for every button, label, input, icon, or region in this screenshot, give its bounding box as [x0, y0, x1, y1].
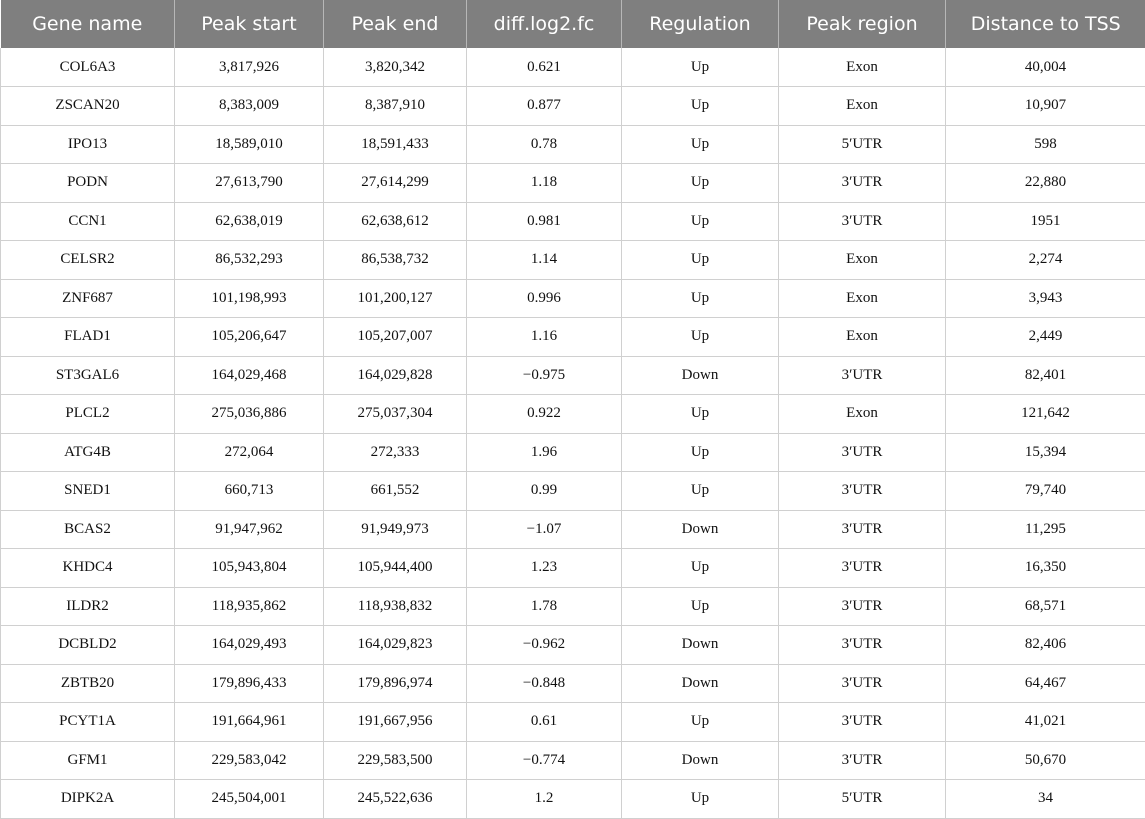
peak-region-cell: 3′UTR: [779, 510, 946, 549]
regulation-cell: Up: [622, 395, 779, 434]
table-row: [1, 241, 1145, 280]
table-row: [1, 664, 1145, 703]
diff-log2-fc-cell: 0.61: [467, 703, 622, 742]
diff-log2-fc-cell: 0.981: [467, 202, 622, 241]
peak-start-cell: 3,817,926: [175, 48, 324, 87]
distance-to-tss-cell: 64,467: [946, 664, 1145, 703]
peak-end-cell: 3,820,342: [324, 48, 467, 87]
regulation-cell: Down: [622, 510, 779, 549]
gene-name-cell: ATG4B: [1, 433, 175, 472]
gene-name-cell: CCN1: [1, 202, 175, 241]
peak-region-cell: 3′UTR: [779, 741, 946, 780]
regulation-cell: Up: [622, 318, 779, 357]
regulation-cell: Down: [622, 356, 779, 395]
distance-to-tss-cell: 1951: [946, 202, 1145, 241]
diff-log2-fc-cell: 1.18: [467, 164, 622, 203]
table-row: [1, 703, 1145, 742]
peak-end-cell: 105,944,400: [324, 549, 467, 588]
peak-end-cell: 101,200,127: [324, 279, 467, 318]
distance-to-tss-cell: 40,004: [946, 48, 1145, 87]
peak-end-cell: 229,583,500: [324, 741, 467, 780]
peak-end-cell: 118,938,832: [324, 587, 467, 626]
peak-end-cell: 179,896,974: [324, 664, 467, 703]
diff-log2-fc-cell: 1.96: [467, 433, 622, 472]
regulation-cell: Down: [622, 741, 779, 780]
peak-start-cell: 8,383,009: [175, 87, 324, 126]
diff-log2-fc-cell: 1.16: [467, 318, 622, 357]
gene-name-cell: BCAS2: [1, 510, 175, 549]
diff-log2-fc-cell: 0.922: [467, 395, 622, 434]
regulation-cell: Up: [622, 549, 779, 588]
peak-start-cell: 91,947,962: [175, 510, 324, 549]
gene-name-cell: KHDC4: [1, 549, 175, 588]
gene-name-cell: ILDR2: [1, 587, 175, 626]
peak-end-cell: 62,638,612: [324, 202, 467, 241]
table-row: [1, 587, 1145, 626]
regulation-cell: Up: [622, 433, 779, 472]
distance-to-tss-cell: 598: [946, 125, 1145, 164]
header-peak-start: Peak start: [175, 0, 324, 48]
diff-log2-fc-cell: 1.78: [467, 587, 622, 626]
regulation-cell: Up: [622, 472, 779, 511]
peak-start-cell: 229,583,042: [175, 741, 324, 780]
gene-name-cell: SNED1: [1, 472, 175, 511]
peak-start-cell: 27,613,790: [175, 164, 324, 203]
table-row: [1, 626, 1145, 665]
peak-start-cell: 164,029,493: [175, 626, 324, 665]
peak-end-cell: 91,949,973: [324, 510, 467, 549]
gene-name-cell: PCYT1A: [1, 703, 175, 742]
gene-name-cell: IPO13: [1, 125, 175, 164]
table-header: [1, 0, 1145, 48]
diff-log2-fc-cell: 0.621: [467, 48, 622, 87]
header-regulation: Regulation: [622, 0, 779, 48]
distance-to-tss-cell: 68,571: [946, 587, 1145, 626]
distance-to-tss-cell: 82,406: [946, 626, 1145, 665]
regulation-cell: Up: [622, 87, 779, 126]
distance-to-tss-cell: 34: [946, 780, 1145, 819]
table-row: [1, 780, 1145, 819]
table-row: [1, 48, 1145, 87]
peak-region-cell: Exon: [779, 87, 946, 126]
peak-region-cell: 3′UTR: [779, 587, 946, 626]
table-row: [1, 395, 1145, 434]
peak-region-cell: 3′UTR: [779, 472, 946, 511]
peak-start-cell: 164,029,468: [175, 356, 324, 395]
peak-region-cell: Exon: [779, 395, 946, 434]
diff-log2-fc-cell: −0.975: [467, 356, 622, 395]
regulation-cell: Up: [622, 164, 779, 203]
regulation-cell: Up: [622, 279, 779, 318]
diff-log2-fc-cell: 0.877: [467, 87, 622, 126]
peak-end-cell: 18,591,433: [324, 125, 467, 164]
table-row: [1, 549, 1145, 588]
regulation-cell: Up: [622, 780, 779, 819]
regulation-cell: Up: [622, 241, 779, 280]
diff-log2-fc-cell: 0.99: [467, 472, 622, 511]
gene-name-cell: ZNF687: [1, 279, 175, 318]
table-row: [1, 164, 1145, 203]
distance-to-tss-cell: 22,880: [946, 164, 1145, 203]
peak-start-cell: 272,064: [175, 433, 324, 472]
regulation-cell: Up: [622, 587, 779, 626]
distance-to-tss-cell: 3,943: [946, 279, 1145, 318]
gene-name-cell: DCBLD2: [1, 626, 175, 665]
peak-start-cell: 660,713: [175, 472, 324, 511]
distance-to-tss-cell: 15,394: [946, 433, 1145, 472]
peak-region-cell: 3′UTR: [779, 433, 946, 472]
peak-end-cell: 8,387,910: [324, 87, 467, 126]
peak-start-cell: 245,504,001: [175, 780, 324, 819]
diff-log2-fc-cell: −0.962: [467, 626, 622, 665]
peak-start-cell: 118,935,862: [175, 587, 324, 626]
peak-end-cell: 272,333: [324, 433, 467, 472]
distance-to-tss-cell: 50,670: [946, 741, 1145, 780]
header-row: [1, 0, 1145, 48]
gene-name-cell: CELSR2: [1, 241, 175, 280]
gene-name-cell: PODN: [1, 164, 175, 203]
peak-region-cell: Exon: [779, 241, 946, 280]
peak-end-cell: 191,667,956: [324, 703, 467, 742]
peak-end-cell: 661,552: [324, 472, 467, 511]
gene-name-cell: DIPK2A: [1, 780, 175, 819]
diff-log2-fc-cell: −0.774: [467, 741, 622, 780]
header-diff-log2-fc: diff.log2.fc: [467, 0, 622, 48]
table-row: [1, 318, 1145, 357]
peak-start-cell: 191,664,961: [175, 703, 324, 742]
peak-start-cell: 105,943,804: [175, 549, 324, 588]
distance-to-tss-cell: 79,740: [946, 472, 1145, 511]
diff-log2-fc-cell: −0.848: [467, 664, 622, 703]
distance-to-tss-cell: 121,642: [946, 395, 1145, 434]
peak-start-cell: 275,036,886: [175, 395, 324, 434]
peak-start-cell: 101,198,993: [175, 279, 324, 318]
gene-name-cell: ZSCAN20: [1, 87, 175, 126]
peak-start-cell: 86,532,293: [175, 241, 324, 280]
distance-to-tss-cell: 82,401: [946, 356, 1145, 395]
peak-region-cell: 3′UTR: [779, 202, 946, 241]
peak-start-cell: 18,589,010: [175, 125, 324, 164]
table-row: [1, 87, 1145, 126]
regulation-cell: Up: [622, 703, 779, 742]
distance-to-tss-cell: 41,021: [946, 703, 1145, 742]
table-row: [1, 510, 1145, 549]
header-peak-end: Peak end: [324, 0, 467, 48]
peak-region-cell: 3′UTR: [779, 626, 946, 665]
regulation-cell: Up: [622, 125, 779, 164]
peak-region-cell: 5′UTR: [779, 780, 946, 819]
peak-region-cell: Exon: [779, 279, 946, 318]
gene-name-cell: ZBTB20: [1, 664, 175, 703]
peak-end-cell: 245,522,636: [324, 780, 467, 819]
peak-start-cell: 179,896,433: [175, 664, 324, 703]
peak-start-cell: 105,206,647: [175, 318, 324, 357]
peak-region-cell: 3′UTR: [779, 164, 946, 203]
table-row: [1, 125, 1145, 164]
peak-end-cell: 164,029,823: [324, 626, 467, 665]
gene-name-cell: COL6A3: [1, 48, 175, 87]
distance-to-tss-cell: 16,350: [946, 549, 1145, 588]
peak-region-cell: 3′UTR: [779, 549, 946, 588]
peak-end-cell: 105,207,007: [324, 318, 467, 357]
distance-to-tss-cell: 11,295: [946, 510, 1145, 549]
regulation-cell: Up: [622, 202, 779, 241]
diff-log2-fc-cell: 1.14: [467, 241, 622, 280]
peak-region-cell: Exon: [779, 48, 946, 87]
gene-name-cell: FLAD1: [1, 318, 175, 357]
table-row: [1, 433, 1145, 472]
peak-region-cell: 3′UTR: [779, 703, 946, 742]
diff-log2-fc-cell: 1.23: [467, 549, 622, 588]
header-peak-region: Peak region: [779, 0, 946, 48]
diff-log2-fc-cell: −1.07: [467, 510, 622, 549]
header-distance-to-tss: Distance to TSS: [946, 0, 1145, 48]
gene-name-cell: ST3GAL6: [1, 356, 175, 395]
regulation-cell: Down: [622, 626, 779, 665]
peak-start-cell: 62,638,019: [175, 202, 324, 241]
gene-name-cell: GFM1: [1, 741, 175, 780]
peak-end-cell: 164,029,828: [324, 356, 467, 395]
peak-region-cell: Exon: [779, 318, 946, 357]
regulation-cell: Down: [622, 664, 779, 703]
table-body: [1, 48, 1145, 818]
distance-to-tss-cell: 2,274: [946, 241, 1145, 280]
diff-log2-fc-cell: 1.2: [467, 780, 622, 819]
distance-to-tss-cell: 10,907: [946, 87, 1145, 126]
diff-log2-fc-cell: 0.996: [467, 279, 622, 318]
peak-end-cell: 275,037,304: [324, 395, 467, 434]
peak-region-cell: 5′UTR: [779, 125, 946, 164]
distance-to-tss-cell: 2,449: [946, 318, 1145, 357]
table-row: [1, 279, 1145, 318]
regulation-cell: Up: [622, 48, 779, 87]
table-row: [1, 472, 1145, 511]
diff-log2-fc-cell: 0.78: [467, 125, 622, 164]
peak-end-cell: 86,538,732: [324, 241, 467, 280]
table-row: [1, 741, 1145, 780]
peak-region-cell: 3′UTR: [779, 664, 946, 703]
header-gene-name: Gene name: [1, 0, 175, 48]
peak-region-cell: 3′UTR: [779, 356, 946, 395]
gene-name-cell: PLCL2: [1, 395, 175, 434]
table-row: [1, 202, 1145, 241]
peak-end-cell: 27,614,299: [324, 164, 467, 203]
table-row: [1, 356, 1145, 395]
